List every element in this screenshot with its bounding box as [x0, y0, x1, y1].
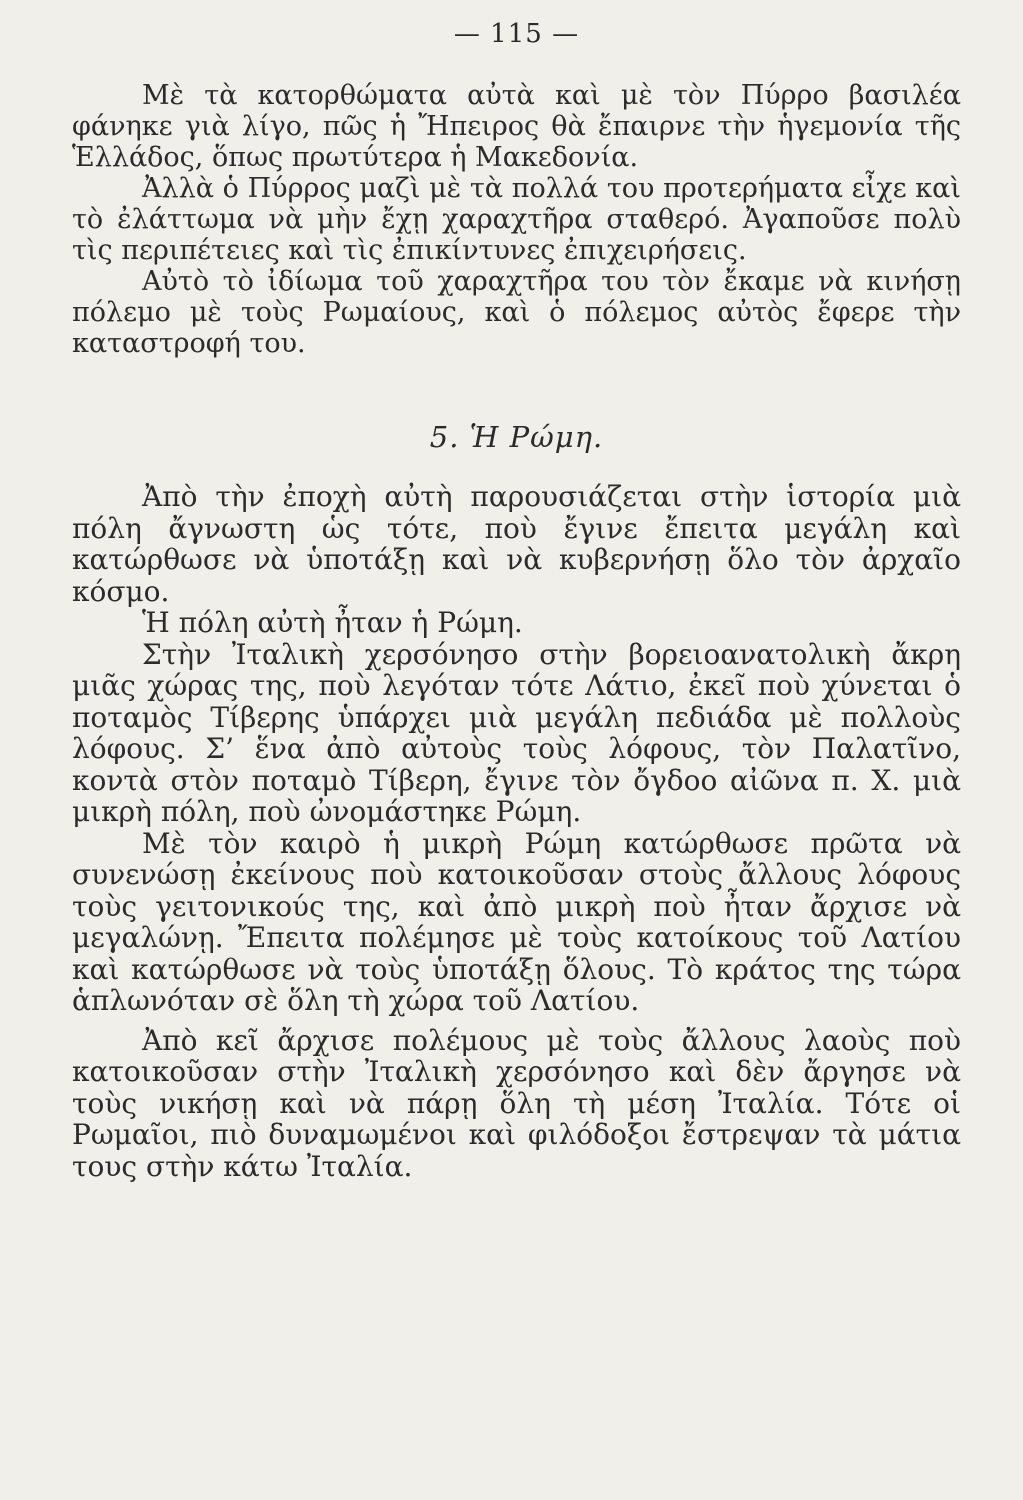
- paragraph: Μὲ τὰ κατορθώματα αὐτὰ καὶ μὲ τὸν Πύρρο βασιλέα φάνηκε γιὰ λίγο, πῶς ἡ Ἤπειρος θὰ ἔπαιρνε τὴν ἡγεμονία τῆς Ἑλλάδος, ὅπως πρωτύτερα ἡ Μακεδονία.: [72, 80, 961, 173]
- paragraph: Στὴν Ἰταλικὴ χερσόνησο στὴν βορειοανατολικὴ ἄκρη μιᾶς χώρας της, ποὺ λεγόταν τότε Λάτιο, ἐκεῖ ποὺ χύνεται ὁ ποταμὸς Τίβερης ὑπάρχει μιὰ μεγάλη πεδιάδα μὲ πολλοὺς λόφους. Σ’ ἕνα ἀπὸ αὐτοὺς τοὺς λόφους, τὸν Παλατῖνο, κοντὰ στὸν ποταμὸ Τίβερη, ἔγινε τὸν ὄγδοο αἰῶνα π. Χ. μιὰ μικρὴ πόλη, ποὺ ὠνομάστηκε Ρώμη.: [72, 637, 961, 828]
- paragraph: Ἀπὸ τὴν ἐποχὴ αὐτὴ παρουσιάζεται στὴν ἱστορία μιὰ πόλη ἄγνωστη ὡς τότε, ποὺ ἔγινε ἔπειτα μεγάλη καὶ κατώρθωσε νὰ ὑποτάξῃ καὶ νὰ κυβερνήσῃ ὅλο τὸν ἀρχαῖο κόσμο.: [72, 480, 961, 608]
- section-epirus: [72, 80, 961, 359]
- section-heading: 5. Ἡ Ρώμη.: [429, 420, 604, 454]
- paragraph: Μὲ τὸν καιρὸ ἡ μικρὴ Ρώμη κατώρθωσε πρῶτα νὰ συνενώσῃ ἐκείνους ποὺ κατοικοῦσαν στοὺς ἄλλους λόφους τοὺς γειτονικούς της, καὶ ἀπὸ μικρὴ ποὺ ἦταν ἄρχισε νὰ μεγαλώνῃ. Ἔπειτα πολέμησε μὲ τοὺς κατοίκους τοῦ Λατίου καὶ κατώρθωσε νὰ τοὺς ὑποτάξῃ ὅλους. Τὸ κράτος της τώρα ἁπλωνόταν σὲ ὅλη τὴ χώρα τοῦ Λατίου.: [72, 826, 961, 1017]
- section-rome: [72, 481, 961, 1182]
- page-number: — 115 —: [453, 19, 580, 49]
- paragraph: Ἀπὸ κεῖ ἄρχισε πολέμους μὲ τοὺς ἄλλους λαοὺς ποὺ κατοικοῦσαν στὴν Ἰταλικὴ χερσόνησο καὶ δὲν ἄργησε νὰ τοὺς νικήσῃ καὶ νὰ πάρῃ ὅλη τὴ μέση Ἰταλία. Τότε οἱ Ρωμαῖοι, πιὸ δυναμωμένοι καὶ φιλόδοξοι ἔστρεψαν τὰ μάτια τους στὴν κάτω Ἰταλία.: [72, 1023, 961, 1183]
- paragraph: Ἀλλὰ ὁ Πύρρος μαζὶ μὲ τὰ πολλά του προτερήματα εἶχε καὶ τὸ ἐλάττωμα νὰ μὴν ἔχῃ χαραχτῆρα σταθερό. Ἀγαποῦσε πολὺ τὶς περιπέτειες καὶ τὶς ἐπικίντυνες ἐπιχειρήσεις.: [72, 173, 961, 266]
- paragraph: Ἡ πόλη αὐτὴ ἦταν ἡ Ρώμη.: [142, 606, 523, 639]
- paragraph: Αὐτὸ τὸ ἰδίωμα τοῦ χαραχτῆρα του τὸν ἔκαμε νὰ κινήσῃ πόλεμο μὲ τοὺς Ρωμαίους, καὶ ὁ πόλεμος αὐτὸς ἔφερε τὴν καταστροφή του.: [72, 266, 961, 359]
